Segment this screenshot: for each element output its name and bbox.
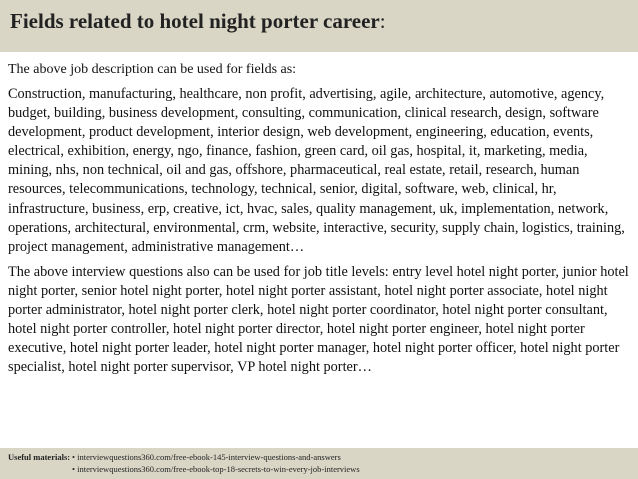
slide-title [10, 8, 628, 34]
slide-content [8, 60, 632, 383]
footer-link-2[interactable]: • interviewquestions360.com/free-ebook-top-18-secrets-to-win-every-job-interviews [72, 464, 360, 474]
slide-title-colon: : [379, 9, 386, 33]
intro-text: The above job description can be used for fields as: [8, 62, 297, 77]
footer-row-2 [8, 463, 630, 475]
fields-paragraph: Construction, manufacturing, healthcare, non profit, advertising, agile, architecture, automotive, agency, budget, building, business development, consulting, communication, clinical research, design, software development, product development, interior design, web development, engineering, education, events, electrical, exhibition, energy, ngo, finance, fashion, green card, oil gas, hospital, it, marketing, media, mining, nhs, non technical, oil and gas, offshore, pharmaceutical, real estate, retail, research, human resources, telecommunications, technology, technical, senior, digital, software, web, clinical, hr, infrastructure, business, erp, creative, ict, hvac, sales, quality management, uk, implementation, network, operations, architectural, environmental, crm, website, interactive, security, supply chain, logistics, training, project management, administrative management… [8, 86, 625, 255]
job-levels-paragraph: The above interview questions also can be used for job title levels: entry level hotel night porter, junior hotel night porter, senior hotel night porter, hotel night porter assistant, hotel night porter associate, hotel night porter administrator, hotel night porter clerk, hotel night porter coordinator, hotel night porter consultant, hotel night porter controller, hotel night porter director, hotel night porter engineer, hotel night porter executive, hotel night porter leader, hotel night porter manager, hotel night porter officer, hotel night porter specialist, hotel night porter supervisor, VP hotel night porter… [8, 263, 629, 376]
footer-bar [0, 448, 638, 479]
footer-link-1[interactable]: • interviewquestions360.com/free-ebook-145-interview-questions-and-answers [72, 452, 341, 462]
slide-title-text: Fields related to hotel night porter career [10, 9, 380, 33]
title-banner [0, 0, 638, 52]
footer-row-1 [8, 451, 630, 463]
footer-indent [8, 463, 72, 475]
useful-materials-label: Useful materials: [8, 452, 71, 462]
